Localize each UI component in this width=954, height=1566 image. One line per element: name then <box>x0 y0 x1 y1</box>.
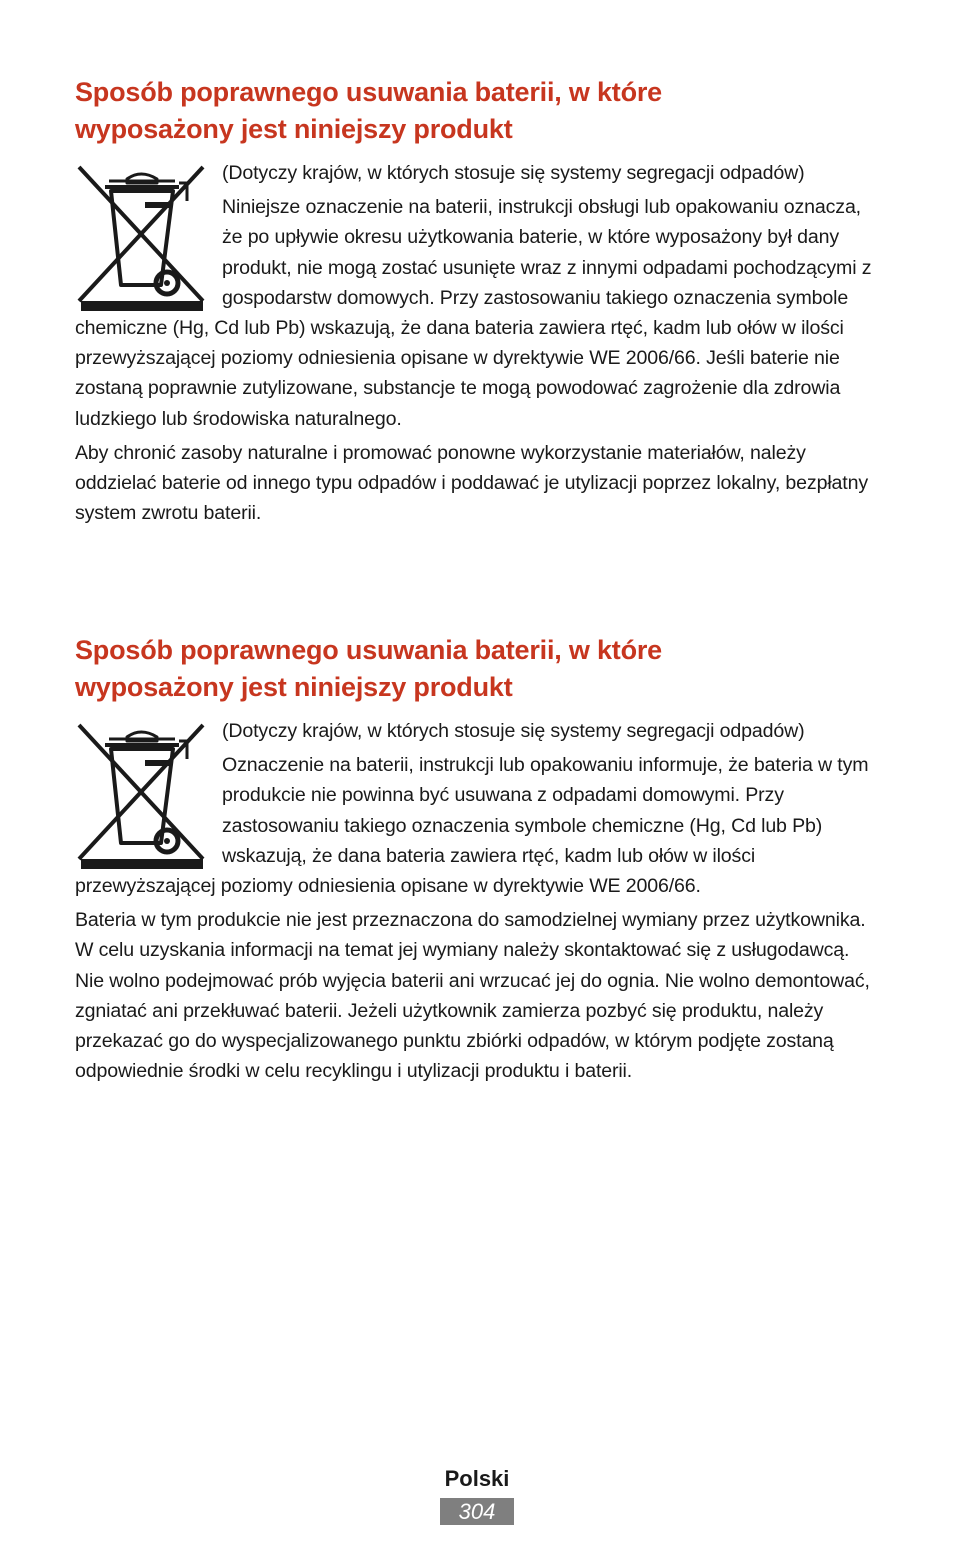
section-title-line-1: Sposób poprawnego usuwania baterii, w które <box>75 77 662 107</box>
page-number: 304 <box>440 1498 514 1525</box>
applicability-note: (Dotyczy krajów, w których stosuje się systemy segregacji odpadów) <box>222 162 805 184</box>
battery-disposal-section-1 <box>75 74 883 532</box>
section-body <box>75 158 883 528</box>
safety-paragraph: Bateria w tym produkcie nie jest przeznaczona do samodzielnej wymiany przez użytkownika. W celu uzyskania informacji na temat jej wymiany należy skontaktować się z usługodawcą. Nie wolno podejmować prób wyjęcia baterii ani wrzucać jej do ognia. Nie wolno demontować, zgniatać ani przekłuwać baterii. Jeżeli użytkownik zamierza pozbyć się produktu, należy przekazać go do wyspecjalizowanego punktu zbiórki odpadów, w którym podjęte zostaną odpowiednie środki w celu recyklingu i utylizacji produktu i baterii. <box>75 909 870 1083</box>
section-title-line-1: Sposób poprawnego usuwania baterii, w które <box>75 635 662 665</box>
disposal-paragraph: Niniejsze oznaczenie na baterii, instrukcji obsługi lub opakowaniu oznacza, że po upływie okresu użytkowania baterie, w które wyposażony był dany produkt, nie mogą zostać usunięte wraz z innymi odpadami pochodzącymi z gospodarstw domowych. Przy zastosowaniu takiego oznaczenia symbole chemiczne (Hg, Cd lub Pb) wskazują, że dana bateria zawiera rtęć, kadm lub ołów w ilości przewyższającej poziomy odniesienia opisane w dyrektywie WE 2006/66. Jeśli baterie nie zostaną poprawnie zutylizowane, substancje te mogą powodować zagrożenie dla zdrowia ludzkiego lub środowiska naturalnego. <box>75 196 872 430</box>
language-label: Polski <box>444 1466 510 1491</box>
page-footer <box>0 1464 954 1525</box>
recycling-paragraph: Aby chronić zasoby naturalne i promować ponowne wykorzystanie materiałów, należy oddzielać baterie od innego typu odpadów i poddawać je utylizacji poprzez lokalny, bezpłatny system zwrotu baterii. <box>75 441 868 525</box>
section-body <box>75 716 883 1086</box>
applicability-note: (Dotyczy krajów, w których stosuje się systemy segregacji odpadów) <box>222 720 805 742</box>
disposal-paragraph: Oznaczenie na baterii, instrukcji lub opakowaniu informuje, że bateria w tym produkcie nie powinna być usuwana z odpadami domowymi. Przy zastosowaniu takiego oznaczenia symbole chemiczne (Hg, Cd lub Pb) wskazują, że dana bateria zawiera rtęć, kadm lub ołów w ilości przewyższającej poziomy odniesienia opisane w dyrektywie WE 2006/66. <box>75 754 869 898</box>
crossed-out-wheelie-bin-icon <box>75 719 208 869</box>
section-title <box>75 632 883 706</box>
battery-disposal-section-2 <box>75 632 883 1090</box>
section-title-line-2: wyposażony jest niniejszy produkt <box>75 672 513 702</box>
crossed-out-wheelie-bin-icon <box>75 161 208 311</box>
section-title <box>75 74 883 148</box>
section-title-line-2: wyposażony jest niniejszy produkt <box>75 114 513 144</box>
